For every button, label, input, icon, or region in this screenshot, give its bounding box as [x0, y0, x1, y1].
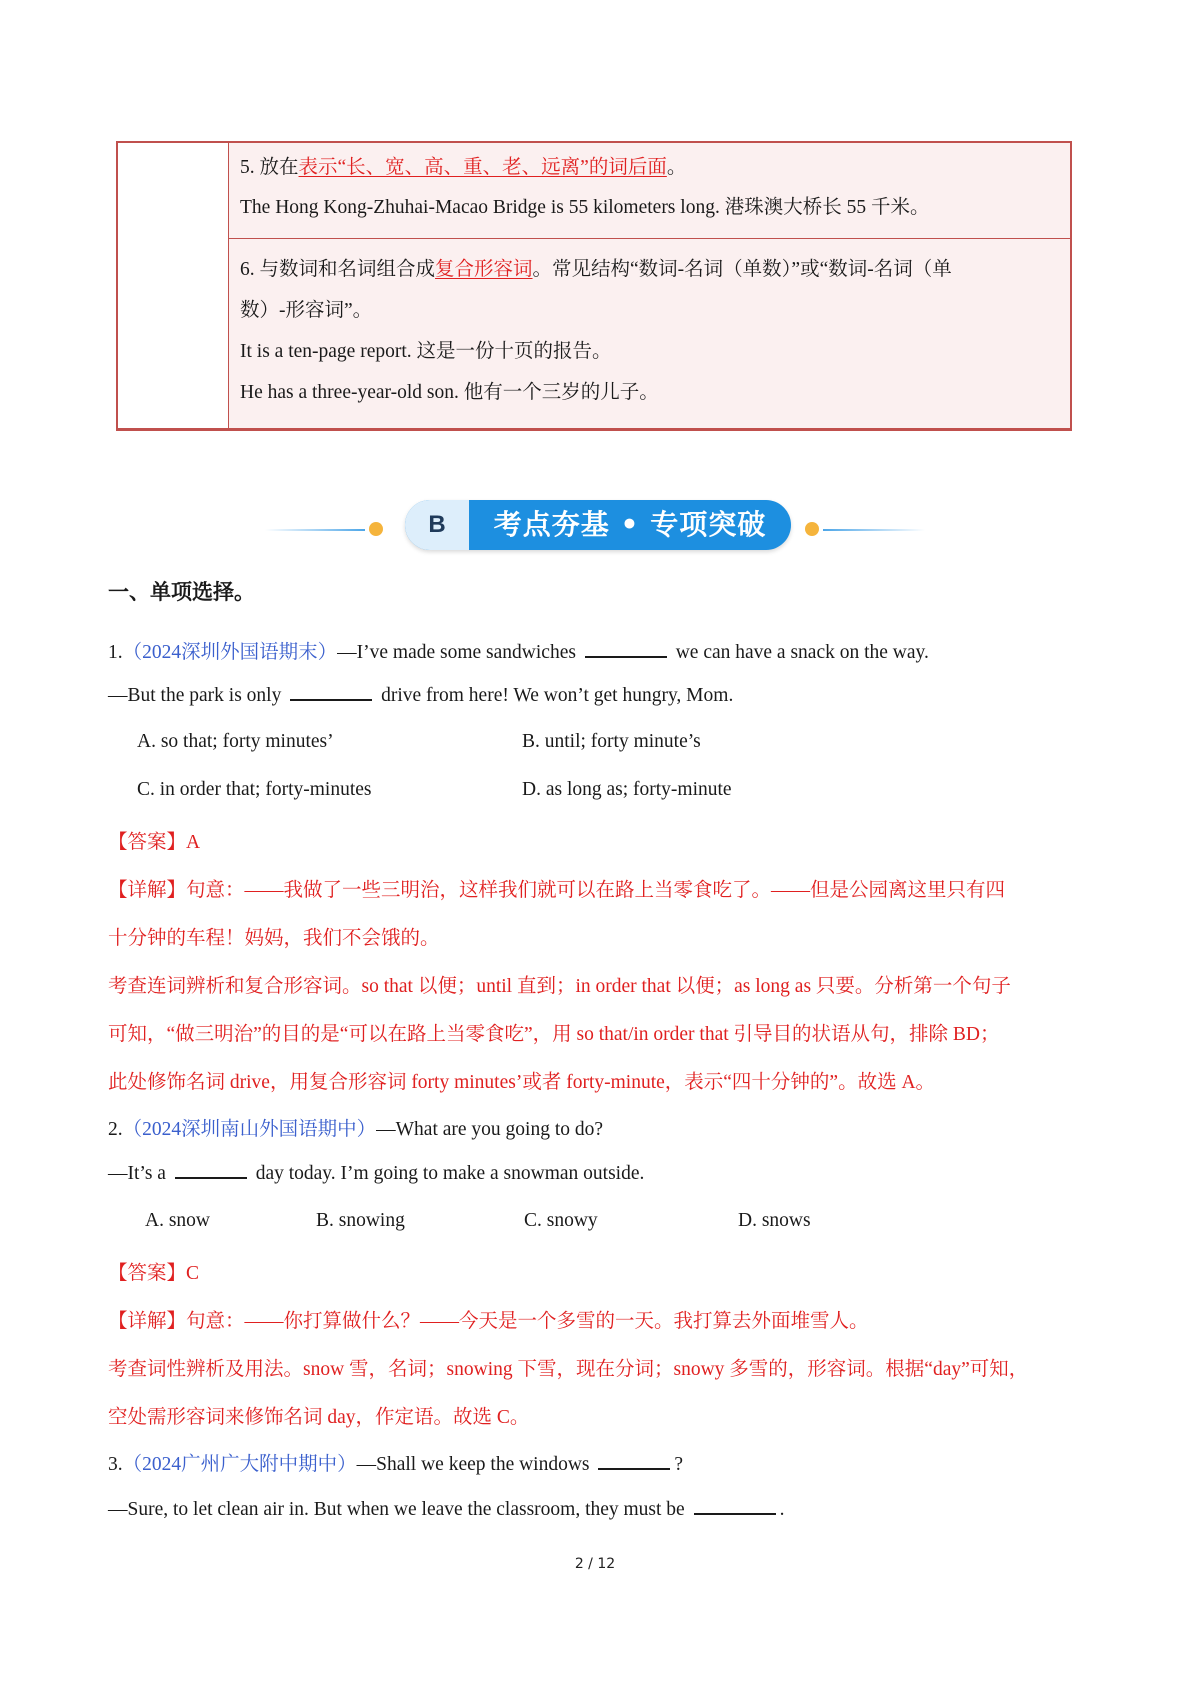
question-2-option-d[interactable]: D. snows — [738, 1210, 811, 1231]
page-number: 2 / 12 — [574, 1556, 616, 1572]
question-2-blank[interactable] — [175, 1161, 247, 1179]
question-3-reply: —Sure, to let clean air in. But when we leave the classroom, they must be . — [108, 1499, 785, 1520]
question-3-source: （2024广州广大附中期中） — [122, 1454, 357, 1475]
question-1-blank-2[interactable] — [290, 683, 372, 701]
question-3-stem: 3.（2024广州广大附中期中）—Shall we keep the windows ? — [108, 1454, 684, 1475]
question-1-option-d[interactable]: D. as long as; forty-minute — [522, 779, 732, 800]
rule-5-example: The Hong Kong-Zhuhai-Macao Bridge is 55 kilometers long. 港珠澳大桥长 55 千米。 — [240, 197, 930, 218]
rule-6-text: 6. 与数词和名词组合成复合形容词。常见结构“数词-名词（单数）”或“数词-名词（单 — [240, 259, 952, 280]
section-title: 一、单项选择。 — [108, 580, 255, 604]
section-banner — [265, 495, 925, 555]
question-1-answer: 【答案】A — [108, 832, 201, 853]
question-1-number: 1. — [108, 642, 123, 663]
banner-title: 考点夯基 • 专项突破 — [493, 508, 767, 541]
banner-left-dot — [369, 522, 383, 536]
question-1-stem: 1.（2024深圳外国语期末）—I’ve made some sandwiches we can have a snack on the way. — [108, 642, 929, 663]
rule-6-highlight: 复合形容词 — [435, 259, 533, 280]
rule-6-text-cont: 数）-形容词”。 — [240, 300, 373, 321]
question-1-option-c[interactable]: C. in order that; forty-minutes — [137, 779, 372, 800]
banner-right-line — [823, 529, 925, 531]
rule-6-example-1: It is a ten-page report. 这是一份十页的报告。 — [240, 341, 612, 362]
question-1-detail-line: 此处修饰名词 drive，用复合形容词 forty minutes’或者 forty-minute，表示“四十分钟的”。故选 A。 — [108, 1072, 936, 1093]
question-2-detail-line: 【详解】句意：——你打算做什么？——今天是一个多雪的一天。我打算去外面堆雪人。 — [108, 1311, 869, 1332]
question-2-option-c[interactable]: C. snowy — [524, 1210, 598, 1231]
question-3-blank-2[interactable] — [694, 1497, 776, 1515]
question-2-reply: —It’s a day today. I’m going to make a snowman outside. — [108, 1163, 645, 1184]
question-1-detail-line: 可知，“做三明治”的目的是“可以在路上当零食吃”，用 so that/in order that 引导目的状语从句，排除 BD； — [108, 1024, 1000, 1045]
rule-5-highlight: 表示“长、宽、高、重、老、远离”的词后面 — [298, 157, 667, 178]
rule-table — [116, 141, 1072, 431]
question-1-blank-1[interactable] — [585, 640, 667, 658]
question-2-number: 2. — [108, 1119, 123, 1140]
question-1-source: （2024深圳外国语期末） — [122, 642, 338, 663]
question-3-number: 3. — [108, 1454, 123, 1475]
question-2-source: （2024深圳南山外国语期中） — [122, 1119, 377, 1140]
question-2-detail-line: 空处需形容词来修饰名词 day，作定语。故选 C。 — [108, 1407, 530, 1428]
question-1-detail-line: 【详解】句意：——我做了一些三明治，这样我们就可以在路上当零食吃了。——但是公园离这里只有四 — [108, 880, 1006, 901]
question-1-option-a[interactable]: A. so that; forty minutes’ — [137, 731, 334, 752]
rule-6-example-2: He has a three-year-old son. 他有一个三岁的儿子。 — [240, 382, 659, 403]
question-1-option-b[interactable]: B. until; forty minute’s — [522, 731, 701, 752]
question-3-blank-1[interactable] — [598, 1452, 670, 1470]
banner-pill — [405, 500, 791, 550]
question-2-option-a[interactable]: A. snow — [145, 1210, 211, 1231]
question-2-answer: 【答案】C — [108, 1263, 200, 1284]
question-1-reply: —But the park is only drive from here! We won’t get hungry, Mom. — [108, 685, 734, 706]
question-2-detail-line: 考查词性辨析及用法。snow 雪，名词；snowing 下雪，现在分词；snowy 多雪的，形容词。根据“day”可知， — [108, 1359, 1029, 1380]
question-2-stem: 2.（2024深圳南山外国语期中）—What are you going to do? — [108, 1119, 604, 1140]
table-row-divider — [229, 238, 1070, 239]
table-left-column — [118, 143, 229, 428]
question-1-detail-line: 十分钟的车程！妈妈，我们不会饿的。 — [108, 928, 440, 949]
question-1-detail-line: 考查连词辨析和复合形容词。so that 以便；until 直到；in order that 以便；as long as 只要。分析第一个句子 — [108, 976, 1011, 997]
banner-letter: B — [428, 511, 446, 538]
rule-5-text: 5. 放在表示“长、宽、高、重、老、远离”的词后面。 — [240, 157, 687, 178]
banner-left-line — [265, 529, 365, 531]
question-2-option-b[interactable]: B. snowing — [316, 1210, 405, 1231]
banner-right-dot — [805, 522, 819, 536]
